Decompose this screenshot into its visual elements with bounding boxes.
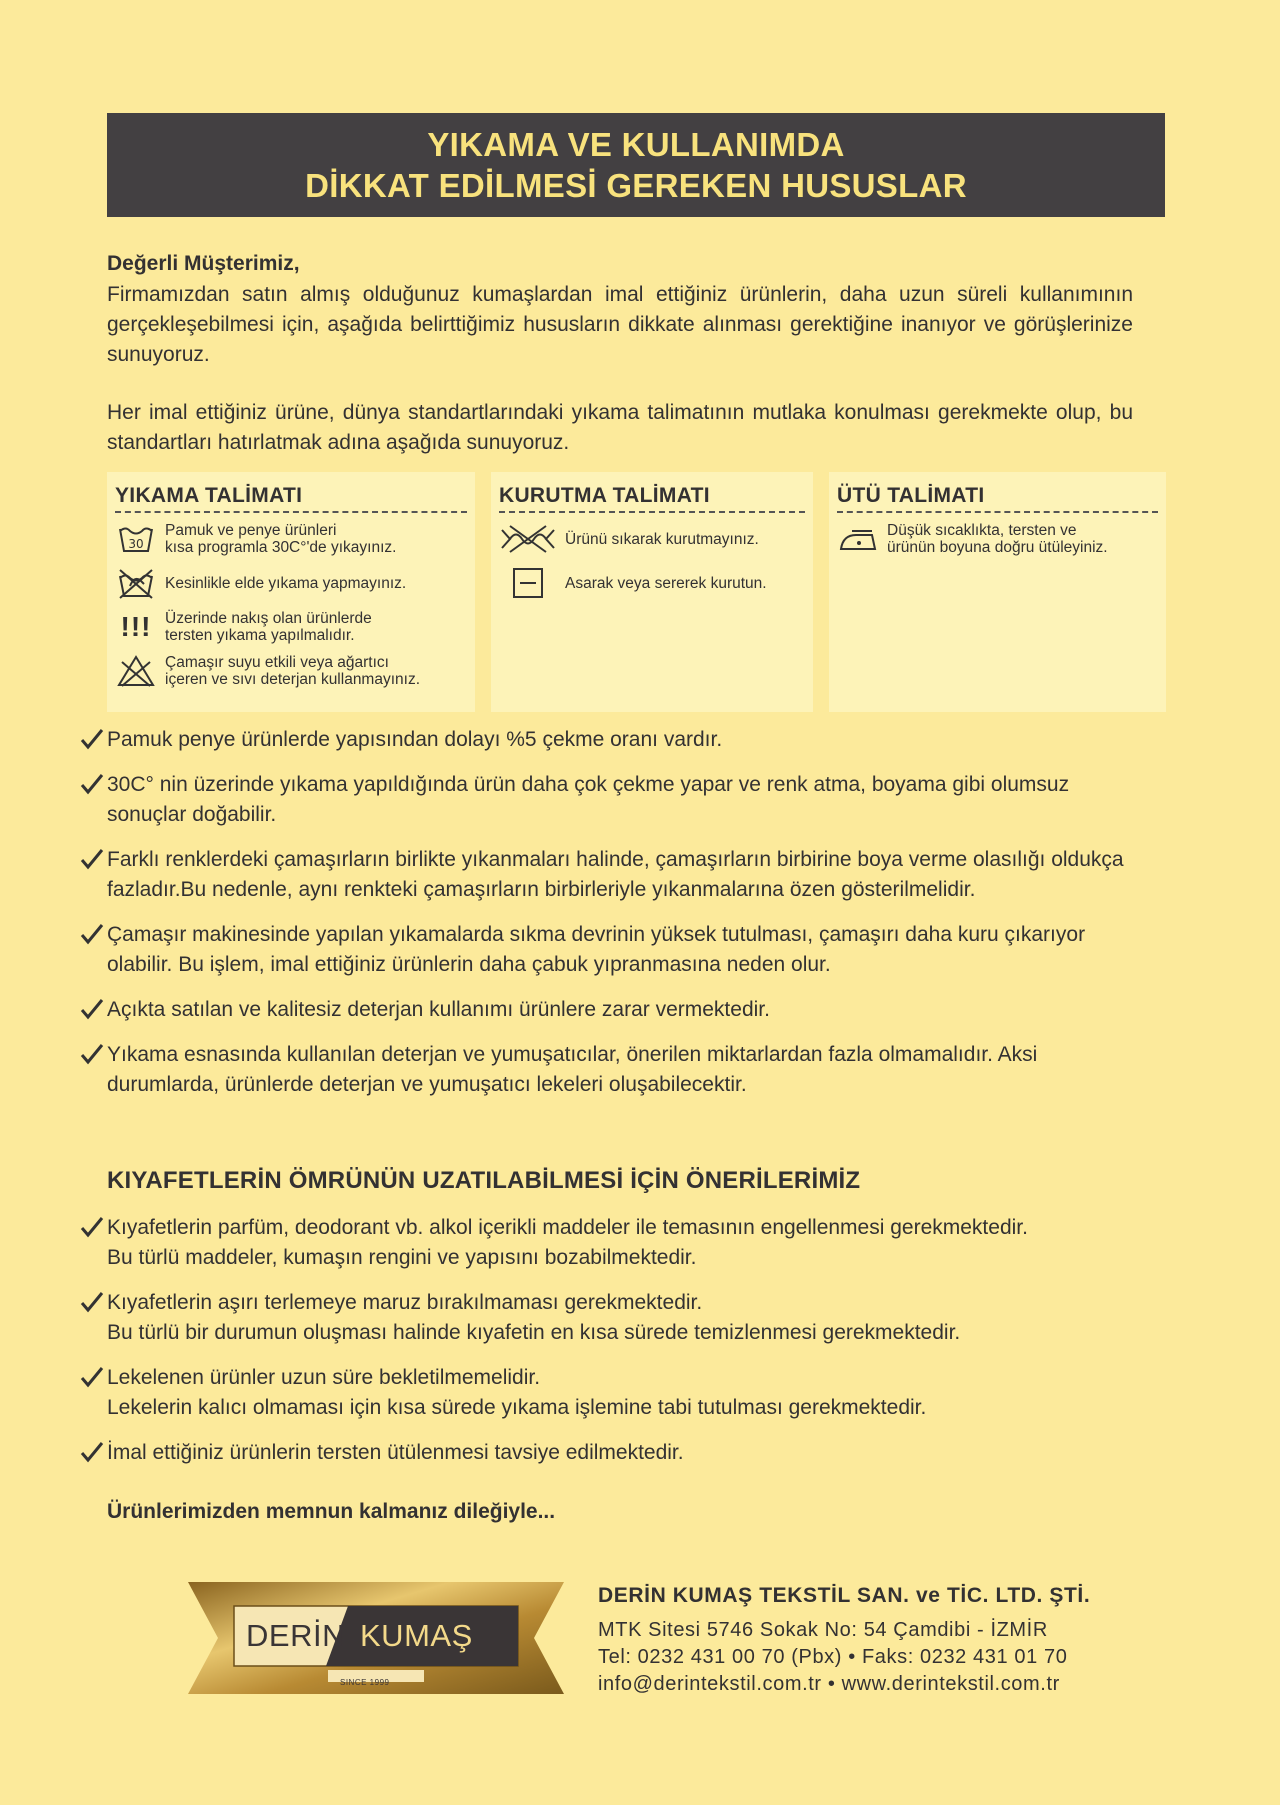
wash-instructions-panel	[107, 472, 475, 712]
company-phone: Tel: 0232 431 00 70 (Pbx) • Faks: 0232 431 01 70	[598, 1646, 1068, 1668]
company-name: DERİN KUMAŞ TEKSTİL SAN. ve TİC. LTD. ŞTİ.	[598, 1584, 1091, 1607]
list-item: Kıyafetlerin parfüm, deodorant vb. alkol içerikli maddeler ile temasının engellenmesi gerekmektedir. Bu türlü maddeler, kumaşın rengini ve yapısını bozabilmektedir.	[80, 1213, 1140, 1273]
list-item: İmal ettiğiniz ürünlerin tersten ütülenmesi tavsiye edilmektedir.	[80, 1438, 1140, 1468]
title-line-1: YIKAMA VE KULLANIMDA	[427, 126, 845, 163]
logo-since: SINCE 1999	[340, 1678, 390, 1687]
exclamation-icon: !!!	[120, 611, 152, 642]
company-web: info@derintekstil.com.tr • www.derintekstil.com.tr	[598, 1673, 1060, 1695]
iron-instructions-panel	[829, 472, 1166, 712]
wash-item-4-line-2: içeren ve sıvı deterjan kullanmayınız.	[165, 671, 421, 688]
recommendations-list	[80, 1213, 1140, 1468]
intro-paragraph-2: Her imal ettiğiniz ürüne, dünya standartlarındaki yıkama talimatının mutlaka konulması gerekmekte olup, bu standartları hatırlatmak adına aşağıda sunuyoruz.	[107, 401, 1133, 454]
iron-heading: ÜTÜ TALİMATI	[837, 482, 1158, 513]
wash-item-1-line-1: Pamuk ve penye ürünleri	[165, 522, 337, 539]
checkmark-icon	[80, 1440, 104, 1464]
dry-item-2: Asarak veya sererek kurutun.	[565, 574, 767, 592]
company-info	[598, 1582, 1090, 1698]
wash-item-2: Kesinlikle elde yıkama yapmayınız.	[165, 574, 407, 592]
no-wring-icon	[499, 521, 557, 557]
list-item: Lekelenen ürünler uzun süre bekletilmemelidir. Lekelerin kalıcı olmaması için kısa sürede yıkama işlemine tabi tutulması gerekmektedir.	[80, 1363, 1140, 1423]
checkmark-icon	[80, 1365, 104, 1389]
no-hand-wash-icon	[115, 565, 157, 601]
list-item: Çamaşır makinesinde yapılan yıkamalarda sıkma devrinin yüksek tutulması, çamaşırı daha kuru çıkarıyor olabilir. Bu işlem, imal ettiğiniz ürünlerin daha çabuk yıpranmasına neden olur.	[80, 920, 1140, 980]
iron-line-1: Düşük sıcaklıkta, tersten ve	[887, 522, 1077, 539]
greeting: Değerli Müşterimiz,	[107, 252, 300, 275]
logo-word-derin: DERİN	[246, 1618, 345, 1653]
list-item: Kıyafetlerin aşırı terlemeye maruz bırakılmaması gerekmektedir. Bu türlü bir durumun oluşması halinde kıyafetin en kısa sürede temizlenmesi gerekmektedir.	[80, 1288, 1140, 1348]
list-item: Açıkta satılan ve kalitesiz deterjan kullanımı ürünlere zarar vermektedir.	[80, 995, 1140, 1025]
checkmark-icon	[80, 1290, 104, 1314]
list-item: Farklı renklerdeki çamaşırların birlikte yıkanmaları halinde, çamaşırların birbirine boya verme olasılığı oldukça fazladır.Bu nedenle, aynı renkteki çamaşırların birbirleriyle yıkanmalarına özen gösterilmelidir.	[80, 845, 1140, 905]
care-row	[115, 609, 467, 645]
wash-item-3-line-2: tersten yıkama yapılmalıdır.	[165, 627, 355, 644]
wash-item-4-line-1: Çamaşır suyu etkili veya ağartıcı	[165, 654, 389, 671]
svg-text:30: 30	[128, 537, 144, 551]
company-logo	[188, 1578, 564, 1696]
checkmark-icon	[80, 772, 104, 796]
checkmark-icon	[80, 922, 104, 946]
no-bleach-icon	[115, 653, 157, 689]
list-item: Yıkama esnasında kullanılan deterjan ve yumuşatıcılar, önerilen miktarlardan fazla olmamalıdır. Aksi durumlarda, ürünlerde deterjan ve yumuşatıcı lekeleri oluşabilecektir.	[80, 1040, 1140, 1100]
dry-heading: KURUTMA TALİMATI	[499, 482, 805, 513]
list-item: Pamuk penye ürünlerde yapısından dolayı %5 çekme oranı vardır.	[80, 725, 1140, 755]
logo-word-kumas: KUMAŞ	[360, 1618, 473, 1653]
intro-paragraph-1: Firmamızdan satın almış olduğunuz kumaşlardan imal ettiğiniz ürünlerin, daha uzun süreli kullanımının gerçekleşebilmesi için, aşağıda belirttiğimiz hususların dikkate alınması gerektiğine inanıyor ve görüşlerinize sunuyoruz.	[107, 283, 1133, 366]
dry-item-1: Ürünü sıkarak kurutmayınız.	[565, 530, 759, 548]
wash-item-1-line-2: kısa programla 30C°'de yıkayınız.	[165, 539, 397, 556]
checkmark-icon	[80, 727, 104, 751]
list-item: 30C° nin üzerinde yıkama yapıldığında ürün daha çok çekme yapar ve renk atma, boyama gibi olumsuz sonuçlar doğabilir.	[80, 770, 1140, 830]
wash-item-3-line-1: Üzerinde nakış olan ürünlerde	[165, 610, 372, 627]
line-dry-icon	[499, 565, 557, 601]
care-row	[499, 521, 805, 557]
iron-line-2: ürünün boyuna doğru ütüleyiniz.	[887, 539, 1108, 556]
care-row	[499, 565, 805, 601]
title-line-2: DİKKAT EDİLMESİ GEREKEN HUSUSLAR	[305, 167, 967, 204]
recommendations-heading: KIYAFETLERİN ÖMRÜNÜN UZATILABİLMESİ İÇİN ÖNERİLERİMİZ	[107, 1167, 861, 1194]
wash-30-icon	[115, 521, 157, 557]
notes-list	[80, 725, 1140, 1100]
iron-low-heat-icon	[837, 521, 879, 557]
care-row	[115, 521, 467, 557]
care-row	[115, 565, 467, 601]
title-banner	[107, 113, 1165, 217]
closing-line: Ürünlerimizden memnun kalmanız dileğiyle...	[107, 1500, 556, 1523]
wash-heading: YIKAMA TALİMATI	[115, 482, 467, 513]
care-row	[115, 653, 467, 689]
checkmark-icon	[80, 1215, 104, 1239]
checkmark-icon	[80, 847, 104, 871]
dry-instructions-panel	[491, 472, 813, 712]
checkmark-icon	[80, 1042, 104, 1066]
company-address: MTK Sitesi 5746 Sokak No: 54 Çamdibi - İZMİR	[598, 1619, 1048, 1641]
care-row	[837, 521, 1158, 557]
checkmark-icon	[80, 997, 104, 1021]
